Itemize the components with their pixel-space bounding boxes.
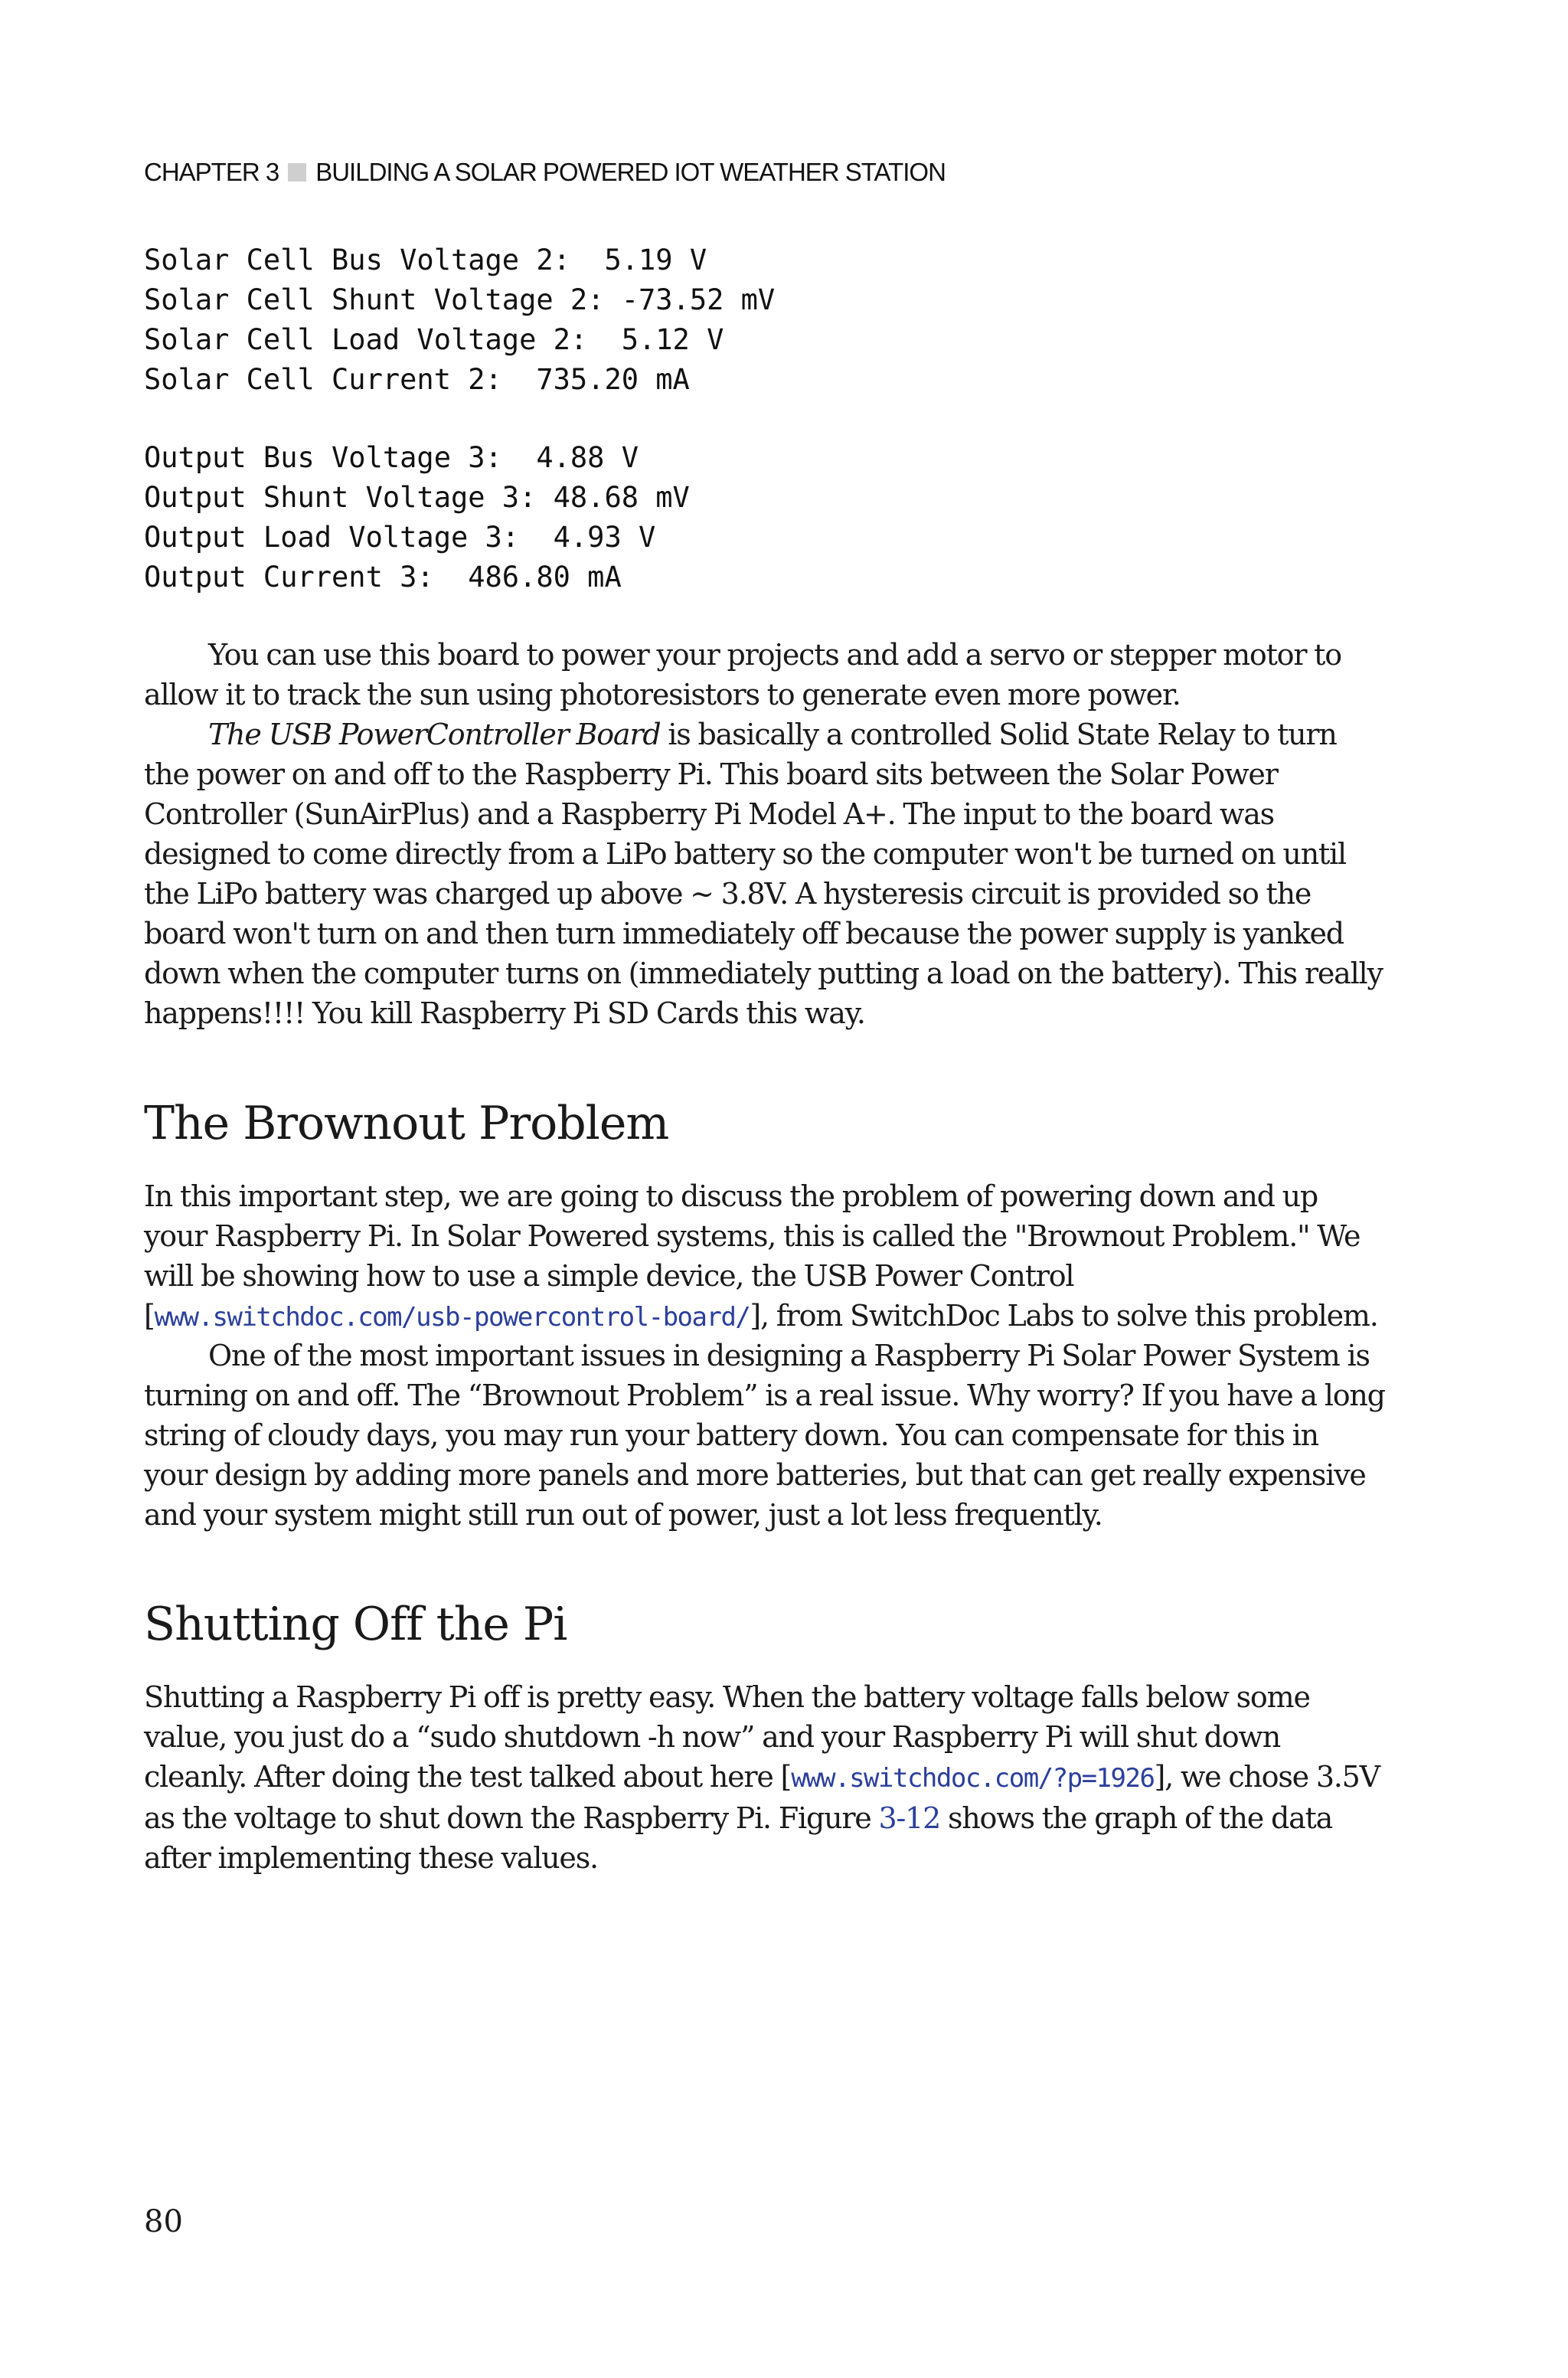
paragraph-servo: You can use this board to power your projects and add a servo or stepper motor to allow it to track the sun using photoresistors to generate even more power. [144, 638, 1341, 711]
book-page [144, 0, 1384, 2378]
paragraph-usb-powercontroller-text: is basically a controlled Solid State Relay to turn the power on and off to the Raspberry Pi. This board sits between the Solar Power Controller (SunAirPlus) and a Raspberry Pi Model A+. The input to the board was designed to come directly from a LiPo battery so the computer won't be turned on until the LiPo battery was charged up above ~ 3.8V. A hysteresis circuit is provided so the board won't turn on and then turn immediately off because the power supply is yanked down when the computer turns on (immediately putting a load on the battery). This really happens!!!! You kill Raspberry Pi SD Cards this way. [144, 718, 1383, 1030]
brownout-intro-text: In this important step, we are going to discuss the problem of powering down and up your Raspberry Pi. In Solar Powered systems, this is called the "Brownout Problem." We will be showing how to use a simple device, the USB Power Control [ [144, 1179, 1361, 1333]
code-block-solar-readings: Solar Cell Bus Voltage 2: 5.19 V Solar Cell Shunt Voltage 2: -73.52 mV Solar Cell Load Voltage 2: 5.12 V Solar Cell Current 2: 735.20 mA [144, 244, 776, 396]
code-block-output-readings: Output Bus Voltage 3: 4.88 V Output Shunt Voltage 3: 48.68 mV Output Load Voltage 3: 4.93 V Output Current 3: 486.80 mA [144, 441, 690, 594]
paragraph-brownout-intro [144, 1176, 1388, 1337]
shutting-off-text-end: shows the graph of the data after implementing these values. [144, 1801, 1333, 1875]
link-figure-3-12[interactable]: 3-12 [878, 1801, 941, 1835]
page-number: 80 [144, 2204, 183, 2239]
link-usb-powercontrol-board[interactable]: www.switchdoc.com/usb-powercontrol-board/ [154, 1302, 750, 1333]
heading-shutting-off-pi: Shutting Off the Pi [144, 1598, 567, 1651]
running-header [144, 158, 946, 187]
header-separator-square [288, 163, 306, 182]
chapter-label: CHAPTER 3 [144, 158, 279, 186]
board-name-italic: The USB PowerController Board [208, 718, 661, 751]
shutting-off-text: Shutting a Raspberry Pi off is pretty easy. When the battery voltage falls below some value, you just do a “sudo shutdown -h now” and your Raspberry Pi will shut down cleanly. After doing the test talked about here [ [144, 1680, 1310, 1794]
shutting-off-text-mid: ], we chose 3.5V as the voltage to shut down the Raspberry Pi. Figure [144, 1760, 1380, 1835]
paragraph-brownout-issue: One of the most important issues in designing a Raspberry Pi Solar Power System is turning on and off. The “Brownout Problem” is a real issue. Why worry? If you have a long string of cloudy days, you may run your battery down. You can compensate for this in your design by adding more panels and more batteries, but that can get really expensive and your system might still run out of power, just a lot less frequently. [144, 1339, 1385, 1532]
chapter-title: BUILDING A SOLAR POWERED IOT WEATHER STATION [315, 158, 946, 186]
link-switchdoc-p1926[interactable]: www.switchdoc.com/?p=1926 [791, 1763, 1155, 1794]
paragraph-usb-powercontroller [144, 715, 1388, 1033]
heading-brownout-problem: The Brownout Problem [144, 1097, 669, 1150]
brownout-intro-text-end: ], from SwitchDoc Labs to solve this problem. [750, 1299, 1378, 1333]
paragraph-shutting-off [144, 1677, 1388, 1878]
